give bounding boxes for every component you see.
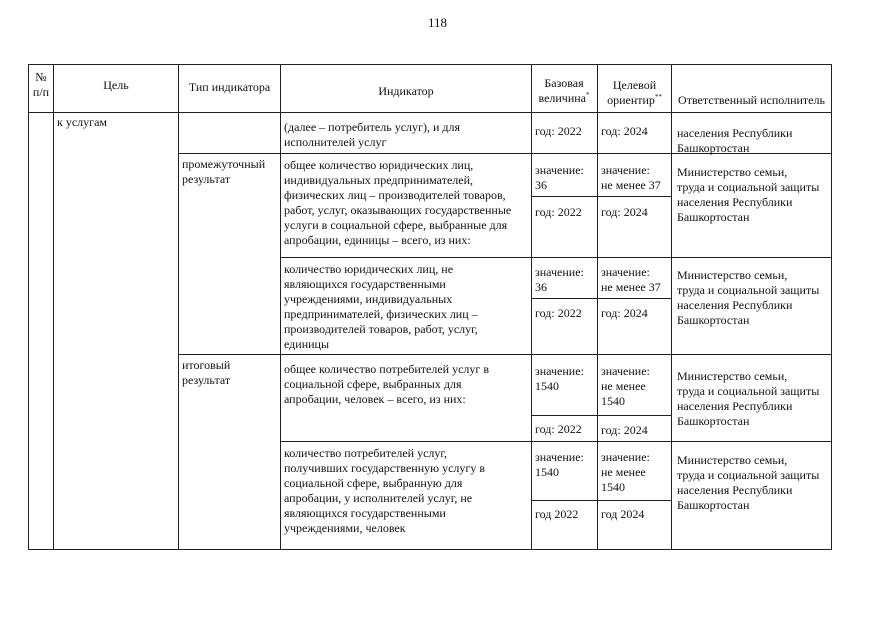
row5-base-value: значение: 1540 [535, 450, 584, 479]
header-goal: Цель [103, 78, 129, 92]
table-bottom-border [28, 549, 831, 550]
row1-executor: населения Республики Башкортостан [677, 126, 793, 155]
row5-target-year: год 2024 [601, 507, 645, 521]
row1-indicator: (далее – потребитель услуг), и для исполнителей услуг [284, 120, 460, 149]
row2-type: промежуточный результат [182, 157, 266, 186]
row1-base: год: 2022 [535, 124, 582, 138]
row5-indicator: количество потребителей услуг, получивших государственную услугу в социальной сфере, выбранную для апробации, у исполнителей услуг, не являющихся государственными учреждениями, человек [284, 446, 486, 535]
col-divider [178, 64, 179, 550]
row3-indicator: количество юридических лиц, не являющихся государственными учреждениями, индивидуальных предпринимателей, физических лиц – производителей товаров, работ, услуг, единицы [284, 262, 478, 351]
row5-base-year: год 2022 [535, 507, 579, 521]
row2-executor: Министерство семьи, труда и социальной защиты населения Республики Башкортостан [677, 165, 820, 224]
row5-executor: Министерство семьи, труда и социальной защиты населения Республики Башкортостан [677, 453, 820, 512]
header-indicator: Индикатор [378, 84, 434, 98]
header-base-label: Базовая величина [538, 76, 587, 105]
col-divider [280, 64, 281, 550]
row2-indicator: общее количество юридических лиц, индивидуальных предпринимателей, физических лиц – производителей товаров, работ, услуг, оказывающих государственные услуги в социальной сфере, выбранные для апробации, единицы – всего, из них: [284, 158, 512, 247]
row3-target-year: год: 2024 [601, 306, 648, 320]
row3-base-year: год: 2022 [535, 306, 582, 320]
row-divider [280, 441, 831, 442]
row4-base-value: значение: 1540 [535, 364, 584, 393]
table-left-border [28, 64, 29, 550]
row3-target-value: значение: не менее 37 [601, 265, 661, 294]
row4-executor: Министерство семьи, труда и социальной защиты населения Республики Башкортостан [677, 369, 820, 428]
row4-indicator: общее количество потребителей услуг в социальной сфере, выбранных для апробации, человек – всего, из них: [284, 362, 490, 406]
header-target [598, 78, 671, 108]
row-divider [280, 257, 831, 258]
col-divider [53, 64, 54, 550]
page-number: 118 [427, 15, 448, 30]
col-divider [597, 64, 598, 550]
value-year-divider [531, 196, 671, 197]
goal-cell: к услугам [57, 115, 107, 129]
header-base-footnote: * [586, 91, 590, 99]
header-executor: Ответственный исполнитель [678, 93, 825, 107]
row1-target: год: 2024 [601, 124, 648, 138]
row5-target-value: значение: не менее 1540 [601, 450, 650, 494]
row4-target-value: значение: не менее 1540 [601, 364, 650, 408]
row2-base-value: значение: 36 [535, 163, 584, 192]
table-top-border [28, 64, 831, 65]
col-divider [531, 64, 532, 550]
row4-type: итоговый результат [182, 358, 231, 387]
value-year-divider [531, 298, 671, 299]
row4-base-year: год: 2022 [535, 422, 582, 436]
row3-executor: Министерство семьи, труда и социальной защиты населения Республики Башкортостан [677, 268, 820, 327]
header-target-label: Целевой ориентир [607, 78, 657, 107]
table-right-border [831, 64, 832, 550]
header-bottom-border [28, 112, 831, 113]
header-base [532, 76, 596, 106]
value-year-divider [531, 500, 671, 501]
row2-target-value: значение: не менее 37 [601, 163, 661, 192]
row3-base-value: значение: 36 [535, 265, 584, 294]
header-type: Тип индикатора [188, 80, 271, 94]
header-number: № п/п [32, 70, 50, 99]
value-year-divider [531, 415, 671, 416]
row4-target-year: год: 2024 [601, 423, 648, 437]
row2-target-year: год: 2024 [601, 205, 648, 219]
row2-base-year: год: 2022 [535, 205, 582, 219]
row-divider [178, 354, 831, 355]
header-target-footnote: ** [654, 93, 662, 101]
col-divider [671, 64, 672, 550]
